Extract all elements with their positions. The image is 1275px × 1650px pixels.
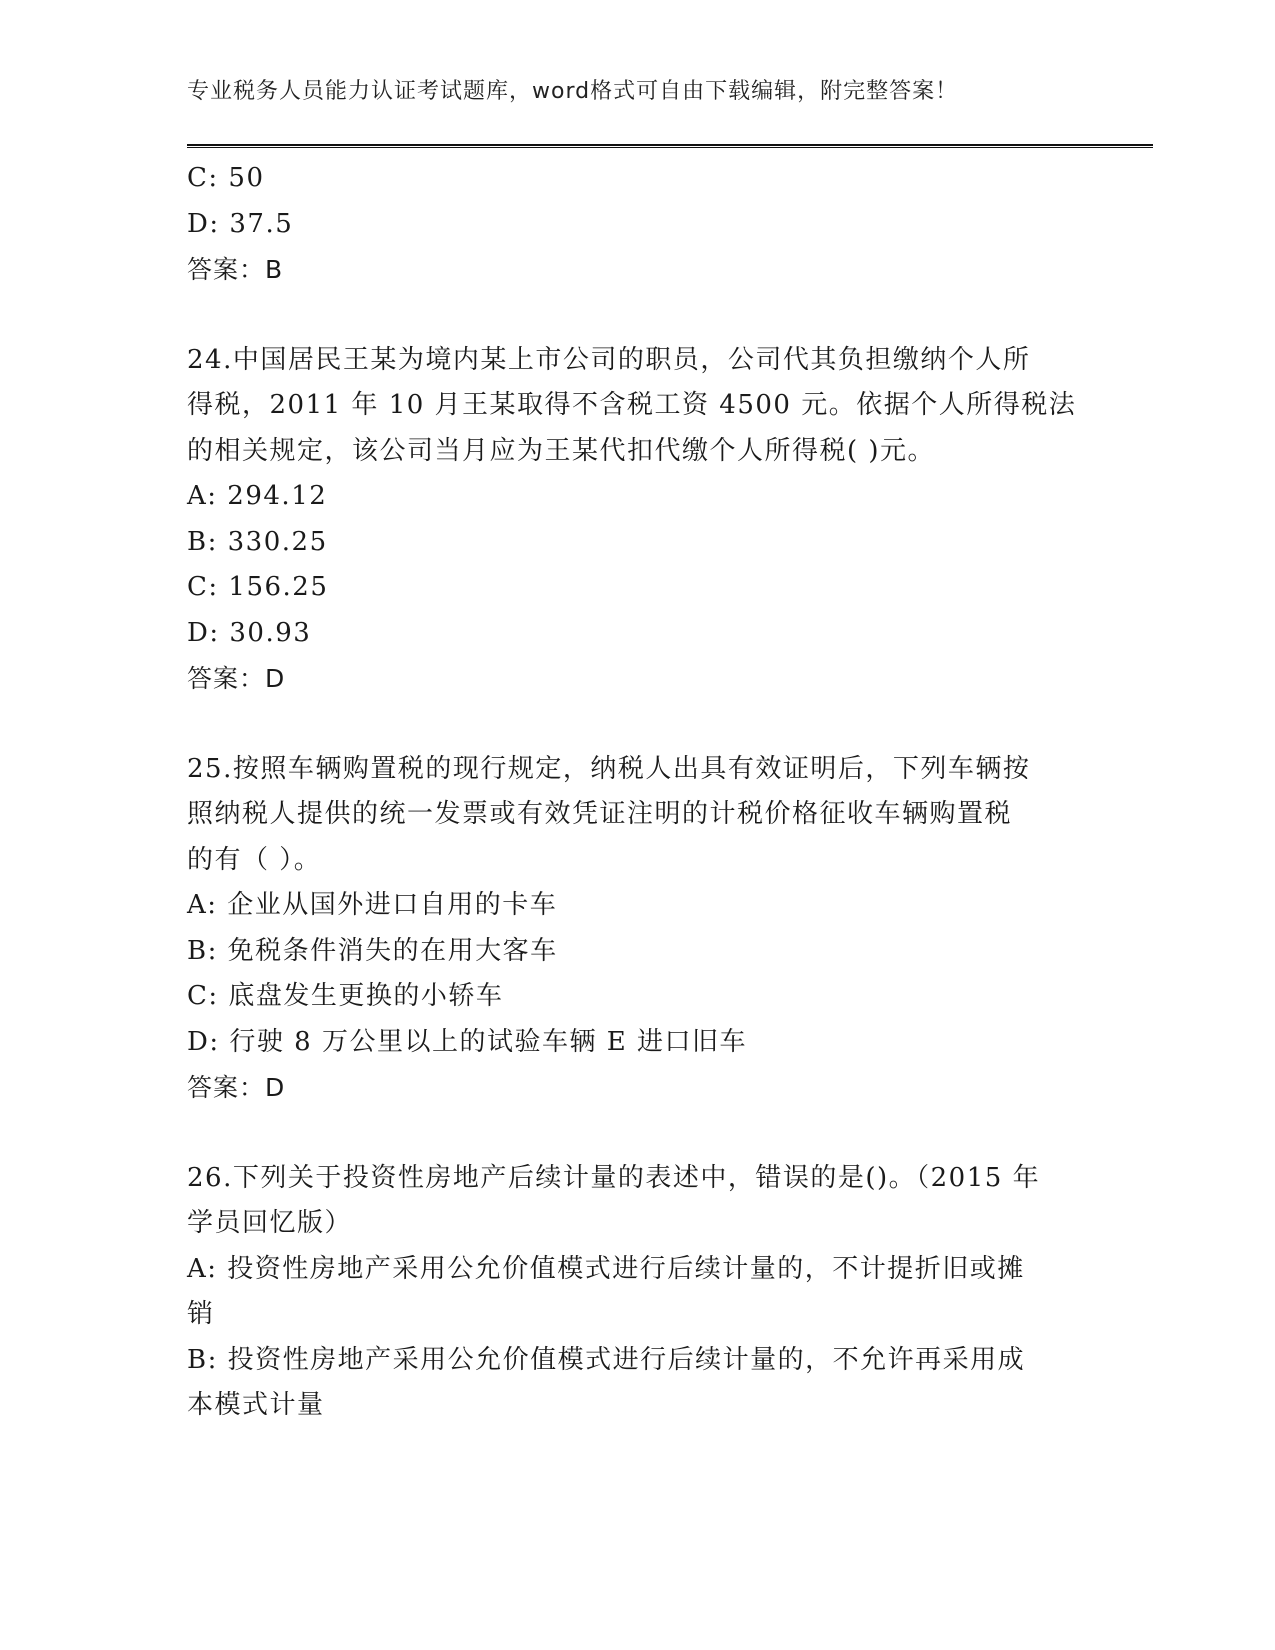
option-d: D: 30.93 bbox=[187, 617, 312, 648]
option-a: A: 企业从国外进口自用的卡车 bbox=[187, 890, 558, 920]
question-text-line: 照纳税人提供的统一发票或有效凭证注明的计税价格征收车辆购置税 bbox=[187, 799, 1013, 829]
option-a-continued: 销 bbox=[187, 1299, 215, 1329]
question-25 bbox=[187, 747, 1087, 1111]
option-a: A: 投资性房地产采用公允价值模式进行后续计量的，不计提折旧或摊 bbox=[187, 1253, 1025, 1284]
option-a: A: 294.12 bbox=[187, 481, 328, 511]
option-d: D: 37.5 bbox=[187, 208, 294, 239]
option-b: B: 免税条件消失的在用大客车 bbox=[187, 935, 558, 966]
option-c: C: 50 bbox=[187, 163, 265, 193]
question-text-line: 24.中国居民王某为境内某上市公司的职员，公司代其负担缴纳个人所 bbox=[187, 344, 1031, 375]
answer-line: 答案：D bbox=[187, 664, 286, 693]
page-header: 专业税务人员能力认证考试题库，word格式可自由下载编辑，附完整答案！ bbox=[187, 79, 959, 104]
document-body bbox=[187, 156, 1087, 1429]
header-divider bbox=[187, 144, 1153, 148]
option-b: B: 投资性房地产采用公允价值模式进行后续计量的，不允许再采用成 bbox=[187, 1344, 1026, 1375]
question-26 bbox=[187, 1156, 1087, 1429]
answer-line: 答案：D bbox=[187, 1073, 286, 1102]
question-text-line: 25.按照车辆购置税的现行规定，纳税人出具有效证明后，下列车辆按 bbox=[187, 753, 1031, 784]
option-d: D: 行驶 8 万公里以上的试验车辆 E 进口旧车 bbox=[187, 1026, 747, 1057]
option-c: C: 156.25 bbox=[187, 572, 329, 602]
option-c: C: 底盘发生更换的小轿车 bbox=[187, 981, 504, 1011]
option-b: B: 330.25 bbox=[187, 526, 328, 557]
option-b-continued: 本模式计量 bbox=[187, 1390, 325, 1420]
question-text-line: 的有（ ）。 bbox=[187, 844, 322, 875]
answer-line: 答案：B bbox=[187, 255, 284, 284]
previous-question-tail bbox=[187, 156, 1087, 293]
question-text-line: 得税，2011 年 10 月王某取得不含税工资 4500 元。依据个人所得税法 bbox=[187, 390, 1077, 420]
question-24 bbox=[187, 338, 1087, 702]
question-text-line: 的相关规定，该公司当月应为王某代扣代缴个人所得税( )元。 bbox=[187, 435, 936, 466]
question-text-line: 学员回忆版） bbox=[187, 1208, 353, 1238]
question-text-line: 26.下列关于投资性房地产后续计量的表述中，错误的是()。（2015 年 bbox=[187, 1162, 1041, 1193]
